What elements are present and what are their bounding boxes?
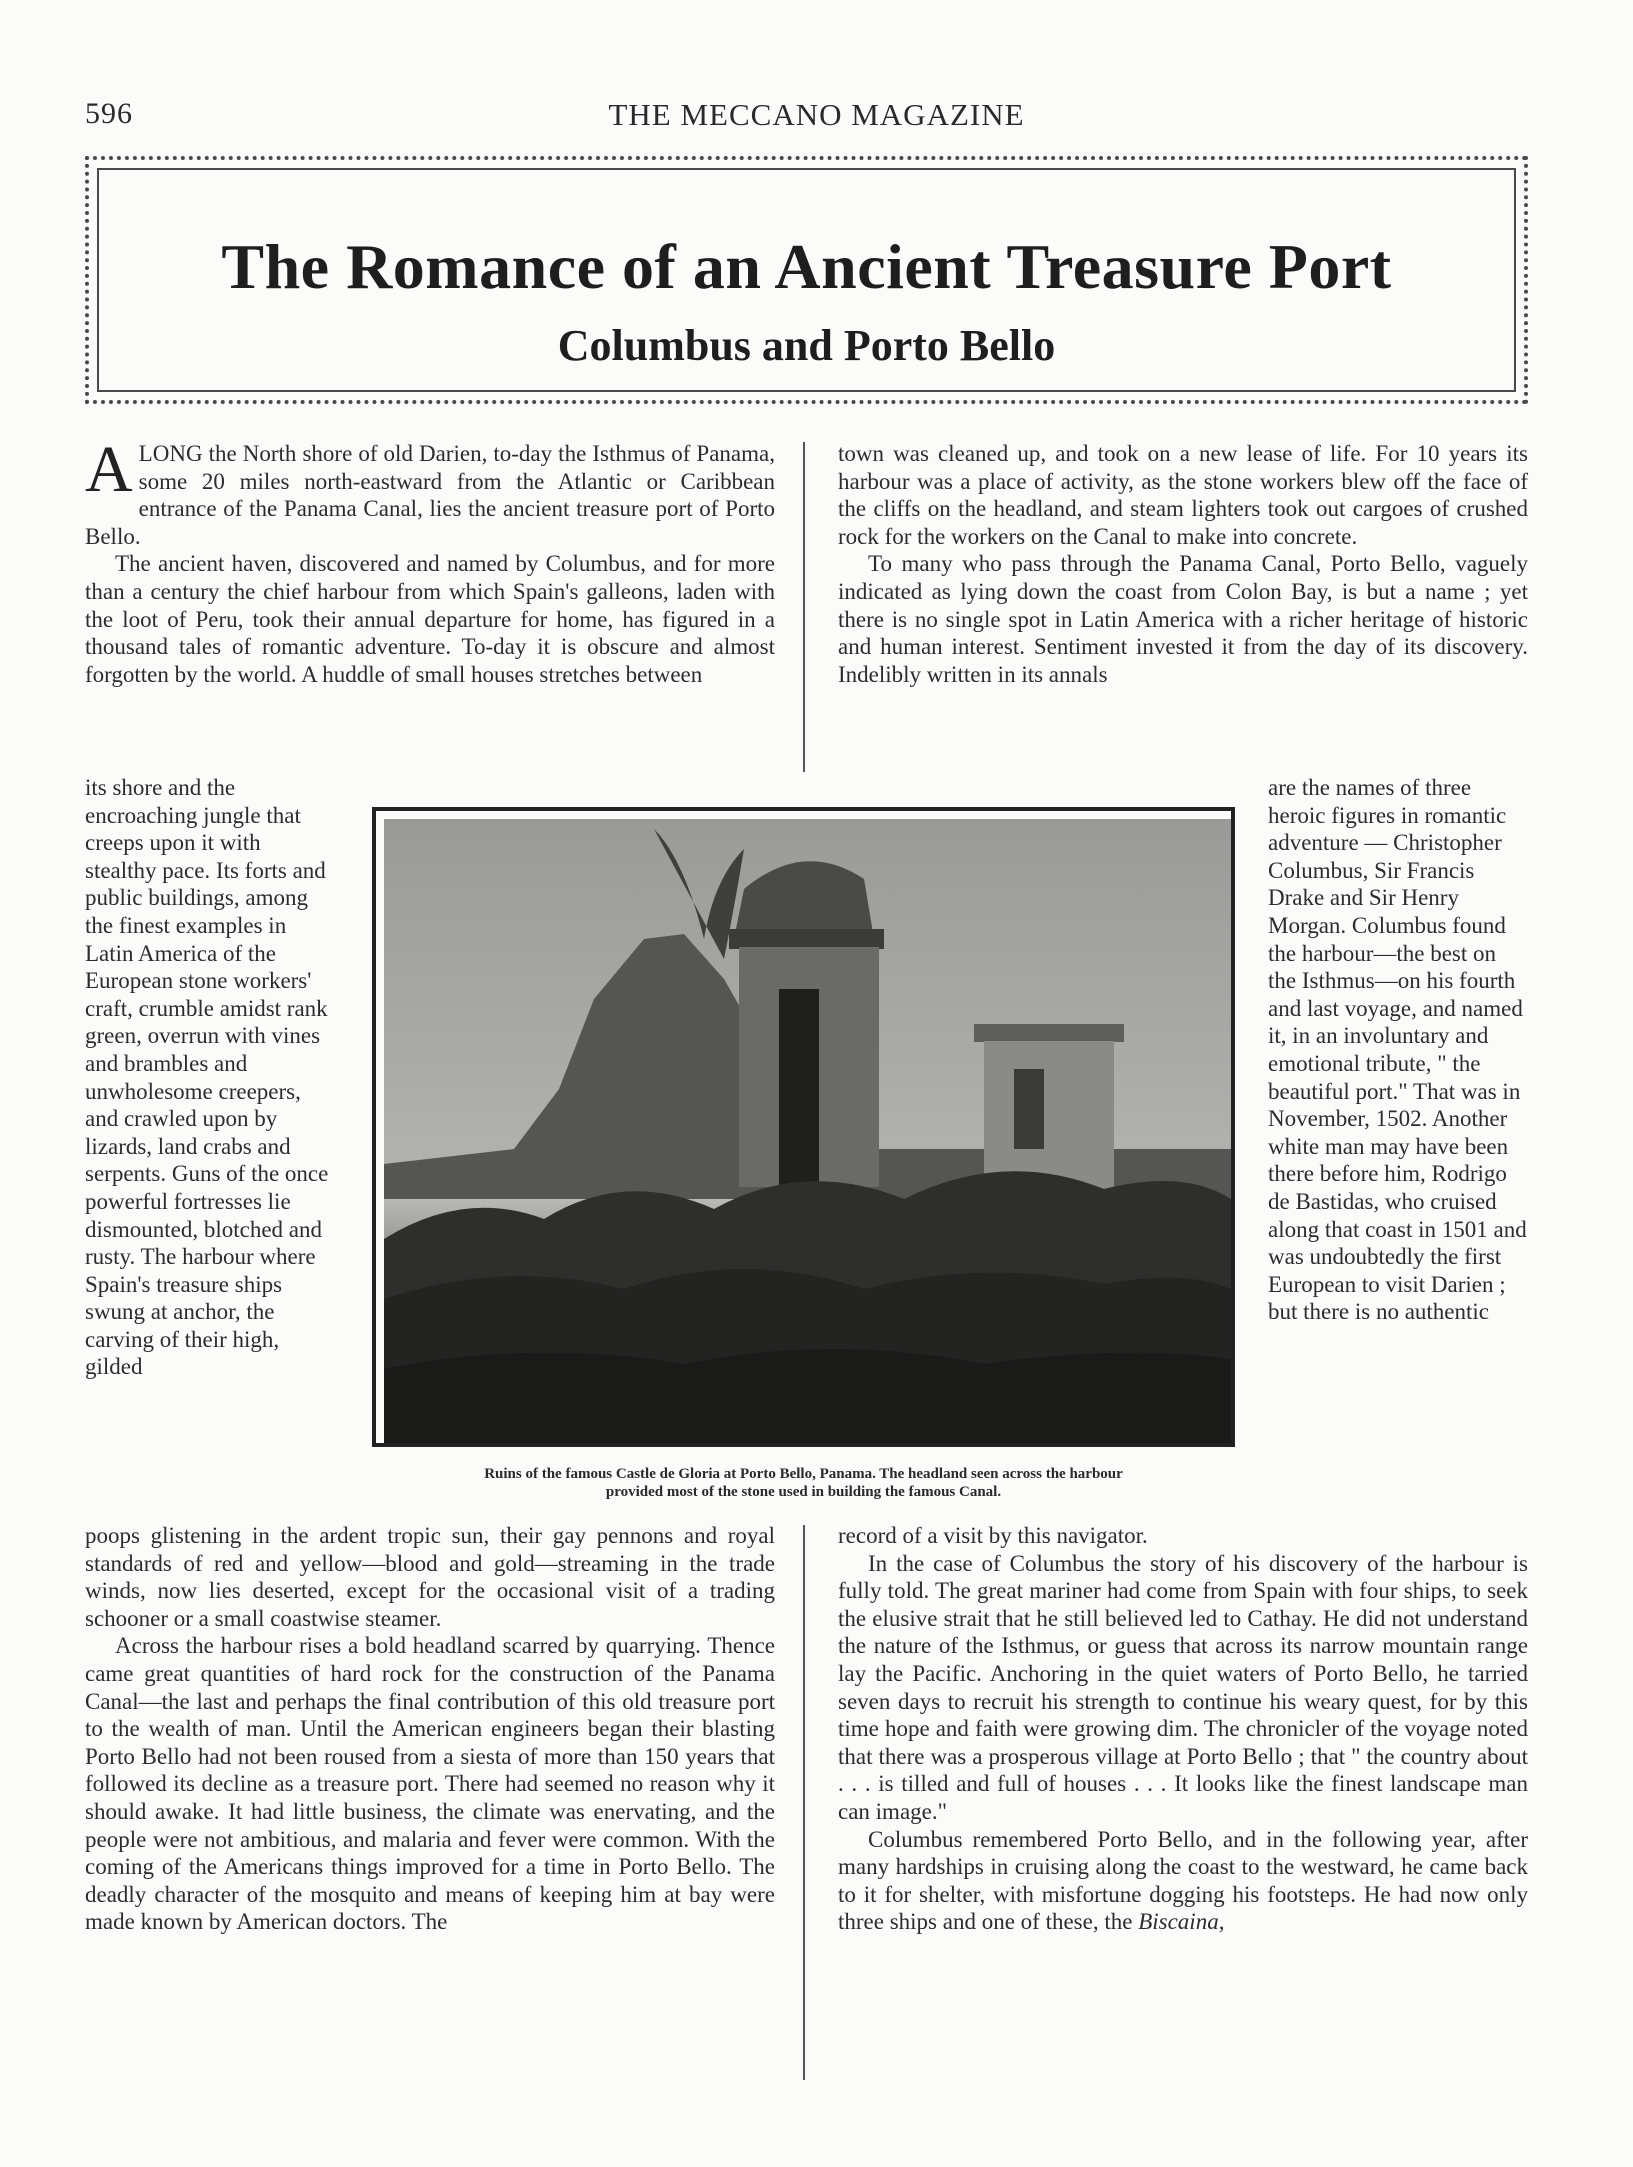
left-column-wrap: [85, 774, 337, 1381]
caption-line: Ruins of the famous Castle de Gloria at Porto Bello, Panama. The headland seen across the harbour: [484, 1466, 1123, 1482]
article-title: The Romance of an Ancient Treasure Port: [221, 231, 1392, 302]
paragraph-text: LONG the North shore of old Darien, to-day the Isthmus of Panama, some 20 miles north-eastward from the Atlantic or Caribbean entrance of the Panama Canal, lies the ancient treasure port of Porto Bello.: [85, 441, 775, 549]
right-column-bottom: [838, 1522, 1528, 1936]
castle-ruins-photo: [384, 819, 1231, 1443]
page-number: 596: [85, 97, 133, 130]
column-rule: [803, 442, 805, 772]
article-subtitle: Columbus and Porto Bello: [557, 321, 1056, 370]
column-rule: [803, 1525, 805, 2080]
right-column-wrap: [1268, 774, 1528, 1326]
left-column-bottom: [85, 1522, 775, 1936]
paragraph: In the case of Columbus the story of his discovery of the harbour is fully told. The great mariner had come from Spain with four ships, to seek the elusive strait that he still believed led to Cathay. He did not understand the nature of the Isthmus, or guess that across its narrow mountain range lay the Pacific. Anchoring in the quiet waters of Porto Bello, he tarried seven days to recruit his strength to continue his weary quest, for by this time hope and faith were growing dim. The chronicler of the voyage noted that there was a prosperous village at Porto Bello ; that " the country about . . . is tilled and full of houses . . . It looks like the finest landscape man can image.": [838, 1550, 1528, 1824]
paragraph: The ancient haven, discovered and named by Columbus, and for more than a century the chief harbour from which Spain's galleons, laden with the loot of Peru, took their annual departure for home, has figured in a thousand tales of romantic adventure. To-day it is obscure and almost forgotten by the world. A huddle of small houses stretches between: [85, 551, 775, 687]
paragraph-text: Columbus remembered Porto Bello, and in the following year, after many hardships in cruising along the coast to the westward, he came back to it for shelter, with misfortune dogging his footsteps. He had now only three ships and one of these, the: [838, 1826, 1528, 1935]
paragraph: record of a visit by this navigator.: [838, 1523, 1148, 1548]
paragraph: poops glistening in the ardent tropic sun, their gay pennons and royal standards of red and yellow—blood and gold—streaming in the trade winds, now lies deserted, except for the occasional visit of a trading schooner or a small coastwise steamer.: [85, 1523, 775, 1631]
paragraph: To many who pass through the Panama Canal, Porto Bello, vaguely indicated as lying down the coast from Colon Bay, is but a name ; yet there is no single spot in Latin America with a richer heritage of historic and human interest. Sentiment invested it from the day of its discovery. Indelibly written in its annals: [838, 551, 1528, 687]
ship-name: Biscaina,: [1138, 1909, 1225, 1935]
right-column-top: [838, 440, 1528, 688]
magazine-title: THE MECCANO MAGAZINE: [608, 97, 1025, 132]
left-column-top: [85, 433, 775, 688]
paragraph: its shore and the encroaching jungle that creeps upon it with stealthy pace. Its forts and public buildings, among the finest examples in Latin America of the European stone workers' craft, crumble amidst rank green, overrun with vines and brambles and unwholesome creepers, and crawled upon by lizards, land crabs and serpents. Guns of the once powerful fortresses lie dismounted, blotched and rusty. The harbour where Spain's treasure ships swung at anchor, the carving of their high, gilded: [85, 775, 329, 1380]
paragraph: Across the harbour rises a bold headland scarred by quarrying. Thence came great quantities of hard rock for the construction of the Panama Canal—the last and perhaps the final contribution of this old treasure port to the wealth of man. Until the American engineers began their blasting Porto Bello had not been roused from a siesta of more than 150 years that followed its decline as a treasure port. There had seemed no reason why it should awake. It had little business, the climate was enervating, and the people were not ambitious, and malaria and fever were common. With the coming of the Americans things improved for a time in Porto Bello. The deadly character of the mosquito and means of keeping him at bay were made known by American doctors. The: [85, 1633, 775, 1935]
paragraph: town was cleaned up, and took on a new lease of life. For 10 years its harbour was a place of activity, as the stone workers blew off the face of the cliffs on the headland, and steam lighters took out cargoes of crushed rock for the workers on the Canal to make into concrete.: [838, 441, 1528, 549]
caption-line: provided most of the stone used in building the famous Canal.: [605, 1484, 1002, 1500]
drop-cap: A: [85, 433, 133, 506]
paragraph: [85, 433, 775, 550]
photo-frame: [372, 807, 1235, 1447]
photo-caption: [362, 1465, 1245, 1501]
paragraph: [838, 1826, 1528, 1936]
paragraph: are the names of three heroic figures in romantic adventure — Christopher Columbus, Sir Francis Drake and Sir Henry Morgan. Columbus found the harbour—the best on the Isthmus—on his fourth and last voyage, and named it, in an involuntary and emotional tribute, " the beautiful port." That was in November, 1502. Another white man may have been there before him, Rodrigo de Bastidas, who cruised along that coast in 1501 and was undoubtedly the first European to visit Darien ; but there is no authentic: [1268, 775, 1527, 1325]
title-box: [85, 156, 1528, 404]
